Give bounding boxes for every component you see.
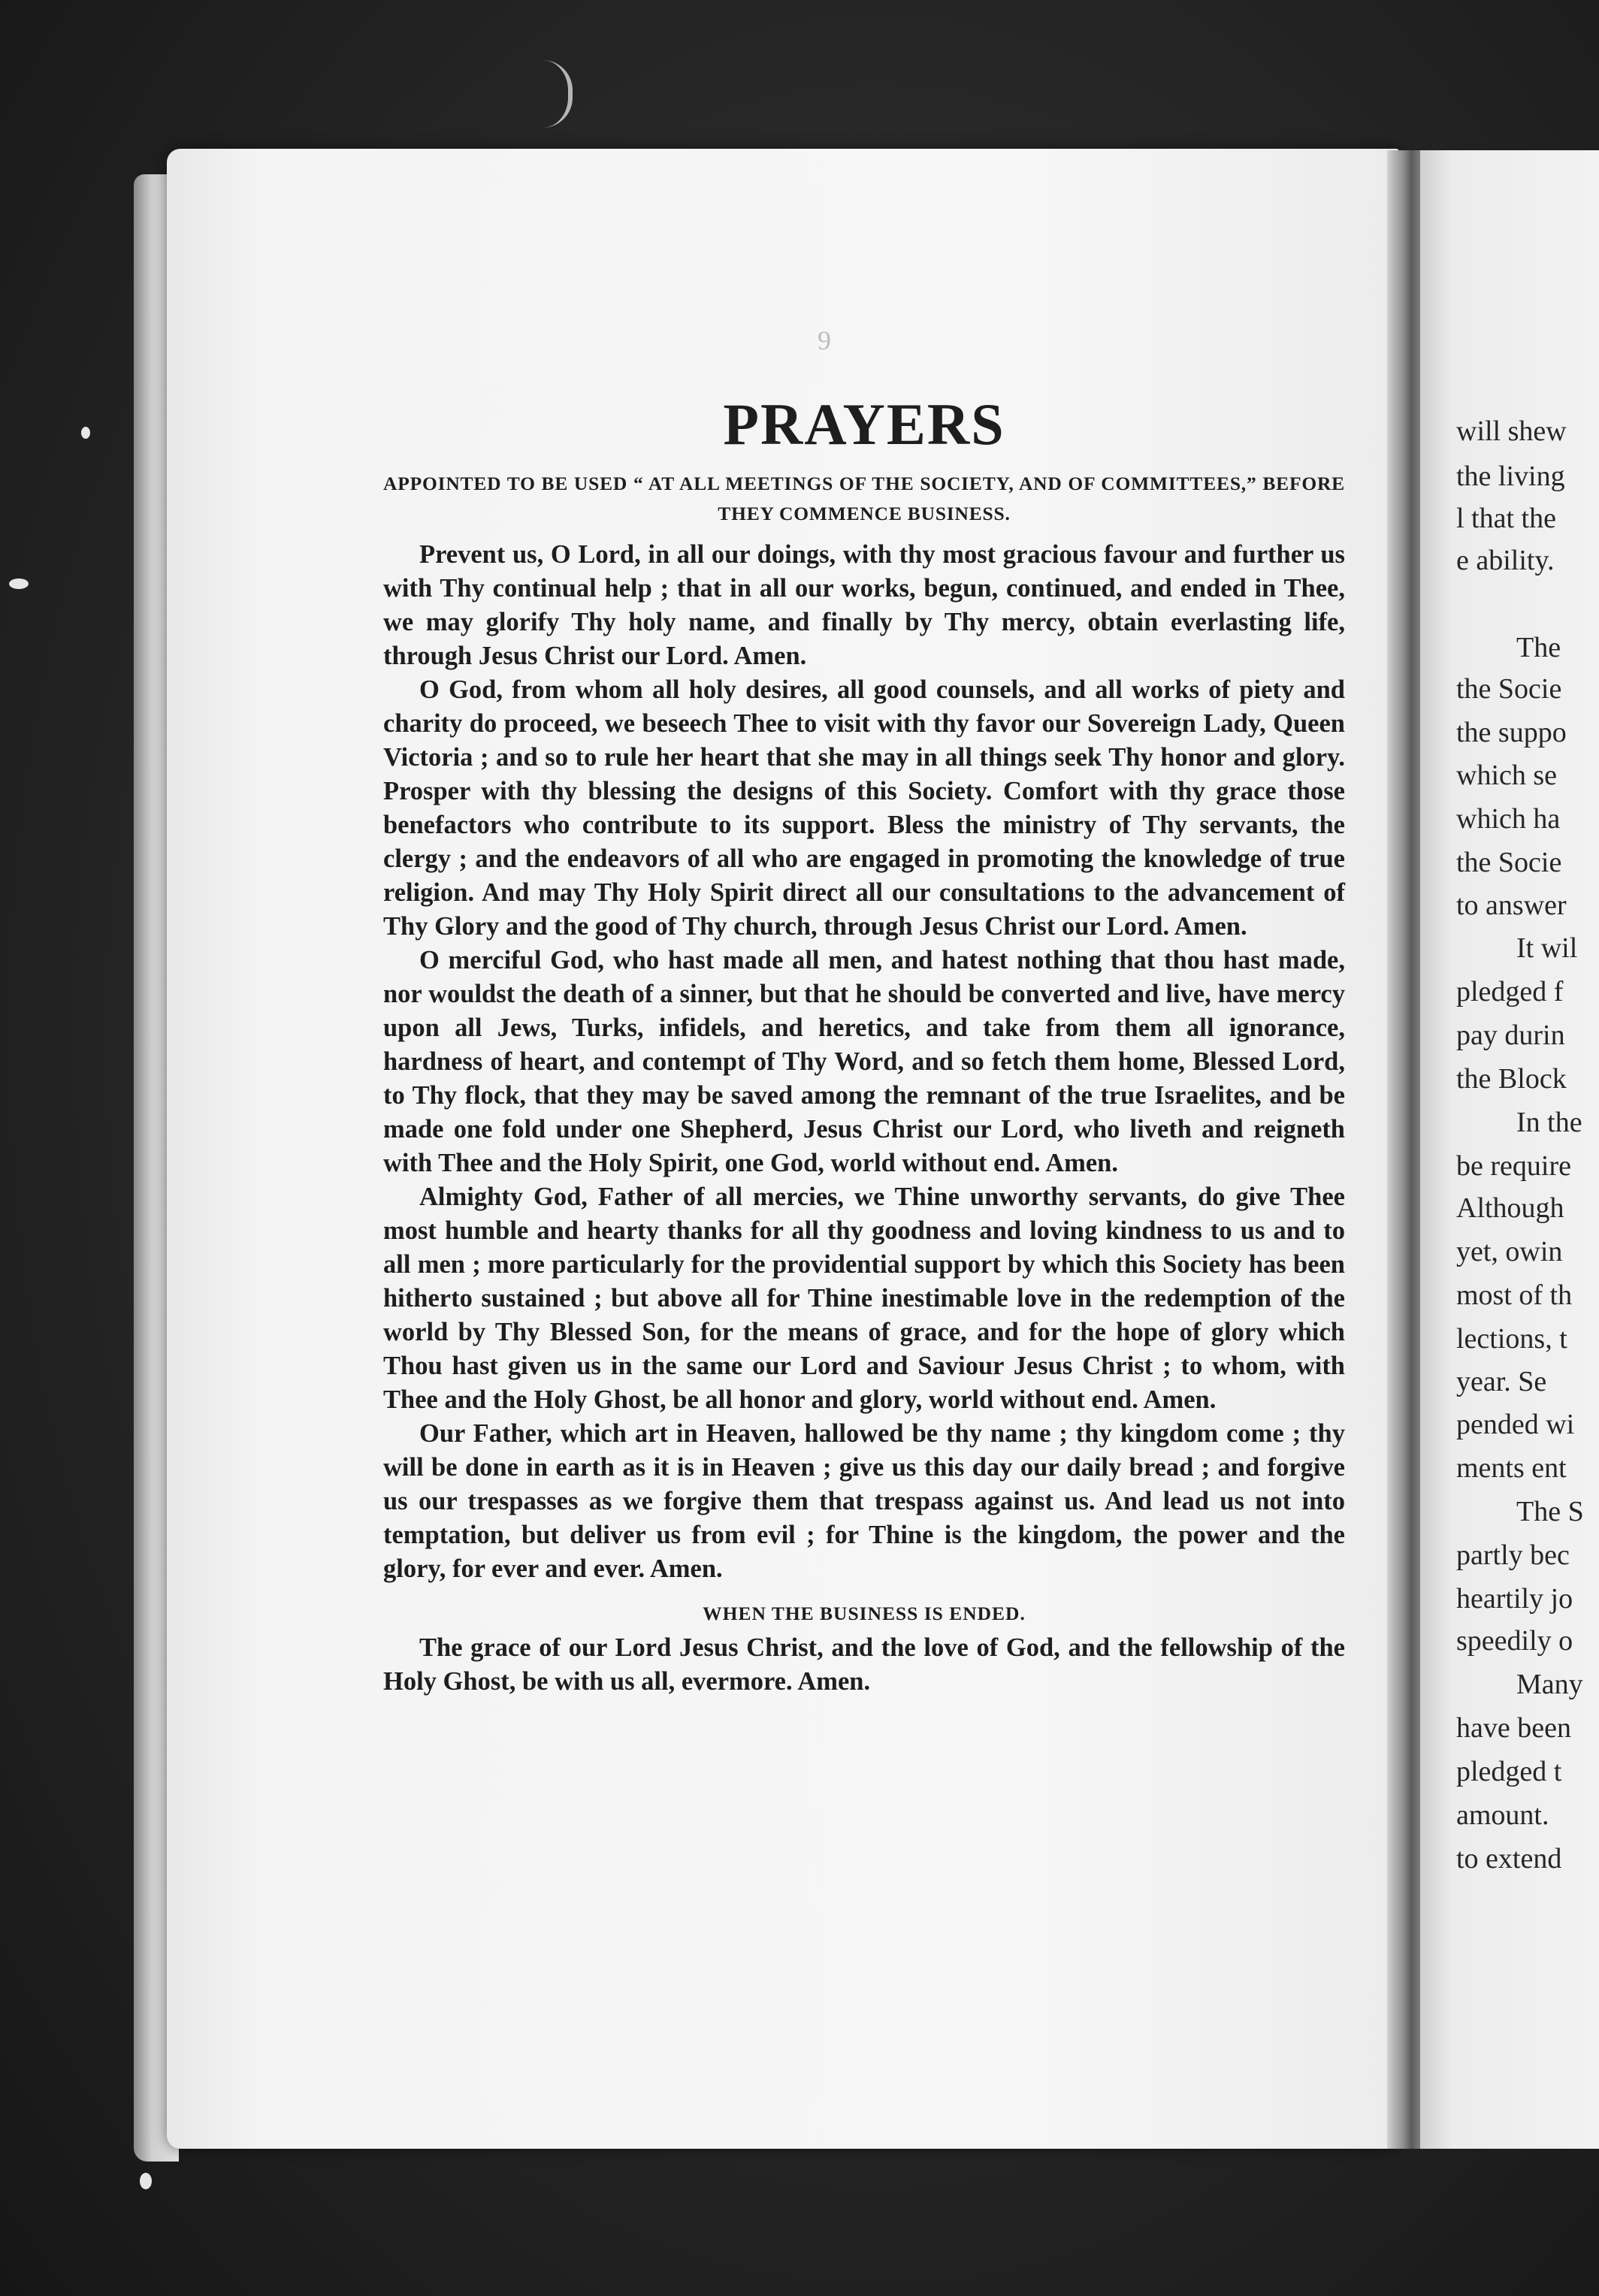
prayer-paragraph: O merciful God, who hast made all men, and hatest nothing that thou hast made, nor wouldst the death of a sinner, but that he should be converted and live, have mercy upon all Jews, Turks, infidels, and heretics, and take from them all ignorance, hardness of heart, and contempt of Thy Word, and so fetch them home, Blessed Lord, to Thy flock, that they may be saved among the remnant of the true Israelites, and be made one fold under one Shepherd, Jesus Christ our Lord, who liveth and reigneth with Thee and the Holy Spirit, one God, world without end. Amen. — [383, 946, 1345, 1177]
right-page-line: to extend — [1456, 1843, 1562, 1875]
right-page-line: the Socie — [1456, 847, 1562, 878]
dust-speck — [9, 579, 29, 589]
right-page-line: the living — [1456, 461, 1565, 492]
right-page-line: have been — [1456, 1712, 1571, 1744]
right-page-line: the Block — [1456, 1063, 1567, 1095]
right-page-line: ments ent — [1456, 1452, 1567, 1484]
page-number: 9 — [818, 325, 831, 355]
right-page-line: to answer — [1456, 890, 1567, 921]
prayer-paragraph: Prevent us, O Lord, in all our doings, with thy most gracious favour and further us with Thy continual help ; that in all our works, begun, continued, and ended in Thee, we may glorify Thy holy name, and finally by Thy mercy, obtain everlasting life, through Jesus Christ our Lord. Amen. — [383, 540, 1345, 670]
dust-speck — [81, 427, 90, 439]
right-page-line: Many — [1516, 1669, 1583, 1700]
right-page-line: amount. — [1456, 1799, 1549, 1831]
page-title: PRAYERS — [723, 391, 1005, 457]
closing-prayer: The grace of our Lord Jesus Christ, and the love of God, and the fellowship of the Holy Ghost, be with us all, evermore. Amen. — [383, 1633, 1345, 1696]
right-page-line: yet, owin — [1456, 1236, 1563, 1267]
right-page-line: pended wi — [1456, 1409, 1575, 1440]
right-page-line: pledged t — [1456, 1756, 1562, 1787]
right-page-line: lections, t — [1456, 1323, 1567, 1355]
right-page-line: e ability. — [1456, 545, 1555, 576]
prayer-paragraph: Almighty God, Father of all mercies, we Thine unworthy servants, do give Thee most humble and hearty thanks for all thy goodness and loving kindness to us and to all men ; more particularly for the providential support by which this Society has been hitherto sustained ; but above all for Thine inestimable love in the redemption of the world by Thy Blessed Son, for the means of grace, and for the hope of glory which Thou hast given us in the same our Lord and Saviour Jesus Christ ; to whom, with Thee and the Holy Ghost, be all honor and glory, world without end. Amen. — [383, 1183, 1345, 1414]
right-page-line: most of th — [1456, 1279, 1573, 1311]
closing-heading: WHEN THE BUSINESS IS ENDED. — [703, 1603, 1026, 1624]
right-page-line: year. Se — [1456, 1366, 1547, 1397]
prayer-paragraph: O God, from whom all holy desires, all good counsels, and all works of piety and charity do proceed, we beseech Thee to visit with thy favor our Sovereign Lady, Queen Victoria ; and so to rule her heart that she may in all things seek Thy honor and glory. Prosper with thy blessing the designs of this Society. Comfort with thy grace those benefactors who contribute to its support. Bless the ministry of Thy servants, the clergy ; and the endeavors of all who are engaged in promoting the knowledge of true religion. And may Thy Holy Spirit direct all our consultations to the advancement of Thy Glory and the good of Thy church, through Jesus Christ our Lord. Amen. — [383, 675, 1345, 941]
right-page-line: It wil — [1516, 932, 1578, 964]
right-page-line: pledged f — [1456, 976, 1564, 1008]
right-page-line: partly bec — [1456, 1539, 1570, 1571]
right-page-line: will shew — [1456, 415, 1567, 447]
right-page-line: the Socie — [1456, 673, 1562, 705]
right-page-line: which ha — [1456, 803, 1561, 835]
right-page-line: pay durin — [1456, 1020, 1565, 1051]
right-page-line: speedily o — [1456, 1625, 1573, 1657]
page-subtitle: APPOINTED TO BE USED “ AT ALL MEETINGS OF THE SOCIETY, AND OF COMMITTEES,” BEFORE THEY COMMENCE BUSINESS. — [383, 473, 1345, 524]
right-page-line: be require — [1456, 1150, 1571, 1182]
right-page-line: l that the — [1456, 503, 1556, 534]
right-page-line: The — [1516, 632, 1561, 663]
right-page-line: The S — [1516, 1496, 1584, 1527]
right-page-line: which se — [1456, 760, 1558, 791]
prayer-paragraph: Our Father, which art in Heaven, hallowed be thy name ; thy kingdom come ; thy will be done in earth as it is in Heaven ; give us this day our daily bread ; and forgive us our trespasses as we forgive them that trespass against us. And lead us not into temptation, but deliver us from evil ; for Thine is the kingdom, the power and the glory, for ever and ever. Amen. — [383, 1419, 1345, 1583]
right-page-line: heartily jo — [1456, 1583, 1573, 1615]
prayers-text-block — [383, 391, 1345, 1699]
right-page-line: Although — [1456, 1192, 1564, 1224]
right-page-line: In the — [1516, 1107, 1582, 1138]
right-page-line: the suppo — [1456, 717, 1567, 748]
right-page — [1420, 150, 1599, 2149]
dust-speck — [140, 2173, 152, 2189]
